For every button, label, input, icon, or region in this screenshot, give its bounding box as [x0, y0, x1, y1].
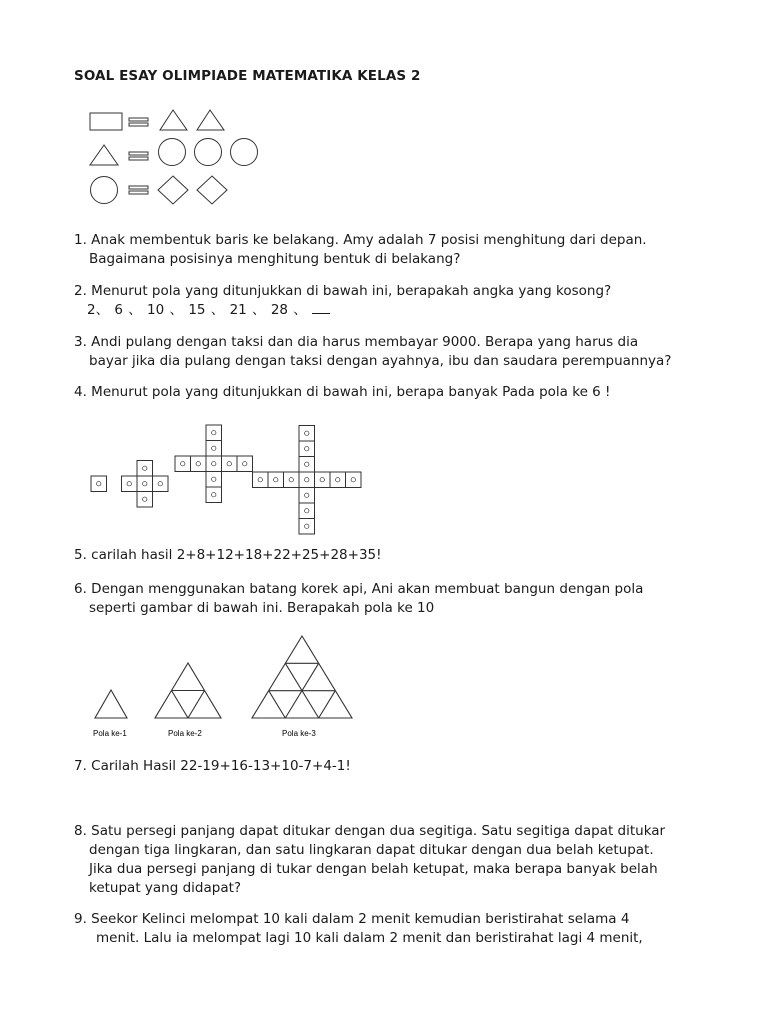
question-6-line1: 6. Dengan menggunakan batang korek api, Ani akan membuat bangun dengan pola — [74, 581, 644, 597]
question-9-line1: 9. Seekor Kelinci melompat 10 kali dalam 2 menit kemudian beristirahat selama 4 — [74, 911, 630, 927]
pattern-label-1: Pola ke-1 — [93, 729, 127, 738]
pattern-label-3: Pola ke-3 — [282, 729, 316, 738]
question-8-line2: dengan tiga lingkaran, dan satu lingkaran dapat ditukar dengan dua belah ketupat. — [89, 842, 654, 858]
sequence-text: 2、 6 、 10 、 15 、 21 、 28 、 — [87, 302, 307, 318]
question-8-line4: ketupat yang didapat? — [89, 880, 242, 896]
triangle-pattern-3 — [252, 636, 352, 718]
triangle-pattern-2 — [155, 663, 221, 718]
question-1-line1: 1. Anak membentuk baris ke belakang. Amy adalah 7 posisi menghitung dari depan. — [74, 232, 647, 248]
question-5-line1: 5. carilah hasil 2+8+12+18+22+25+28+35! — [74, 547, 382, 563]
pattern-label-2: Pola ke-2 — [168, 729, 202, 738]
question-6-line2: seperti gambar di bawah ini. Berapakah pola ke 10 — [89, 600, 435, 616]
question-1-line2: Bagaimana posisinya menghitung bentuk di belakang? — [89, 251, 461, 267]
question-7-line1: 7. Carilah Hasil 22-19+16-13+10-7+4-1! — [74, 758, 351, 774]
question-8-line1: 8. Satu persegi panjang dapat ditukar dengan dua segitiga. Satu segitiga dapat ditukar — [74, 823, 666, 839]
question-3-line1: 3. Andi pulang dengan taksi dan dia harus membayar 9000. Berapa yang harus dia — [74, 334, 639, 350]
question-8 — [74, 822, 714, 898]
question-4-line1: 4. Menurut pola yang ditunjukkan di bawah ini, berapa banyak Pada pola ke 6 ! — [74, 384, 611, 400]
question-3-line2: bayar jika dia pulang dengan taksi dengan ayahnya, ibu dan saudara perempuannya? — [89, 353, 672, 369]
page-title: SOAL ESAY OLIMPIADE MATEMATIKA KELAS 2 — [74, 68, 421, 84]
question-7 — [74, 757, 714, 776]
question-9 — [74, 910, 714, 948]
question-9-line2: menit. Lalu ia melompat lagi 10 kali dalam 2 menit dan beristirahat lagi 4 menit, — [96, 930, 643, 946]
triangle-pattern-1 — [95, 690, 127, 718]
question-2-line1: 2. Menurut pola yang ditunjukkan di bawah ini, berapakah angka yang kosong? — [74, 283, 612, 299]
question-8-line3: Jika dua persegi panjang di tukar dengan belah ketupat, maka berapa banyak belah — [89, 861, 658, 877]
